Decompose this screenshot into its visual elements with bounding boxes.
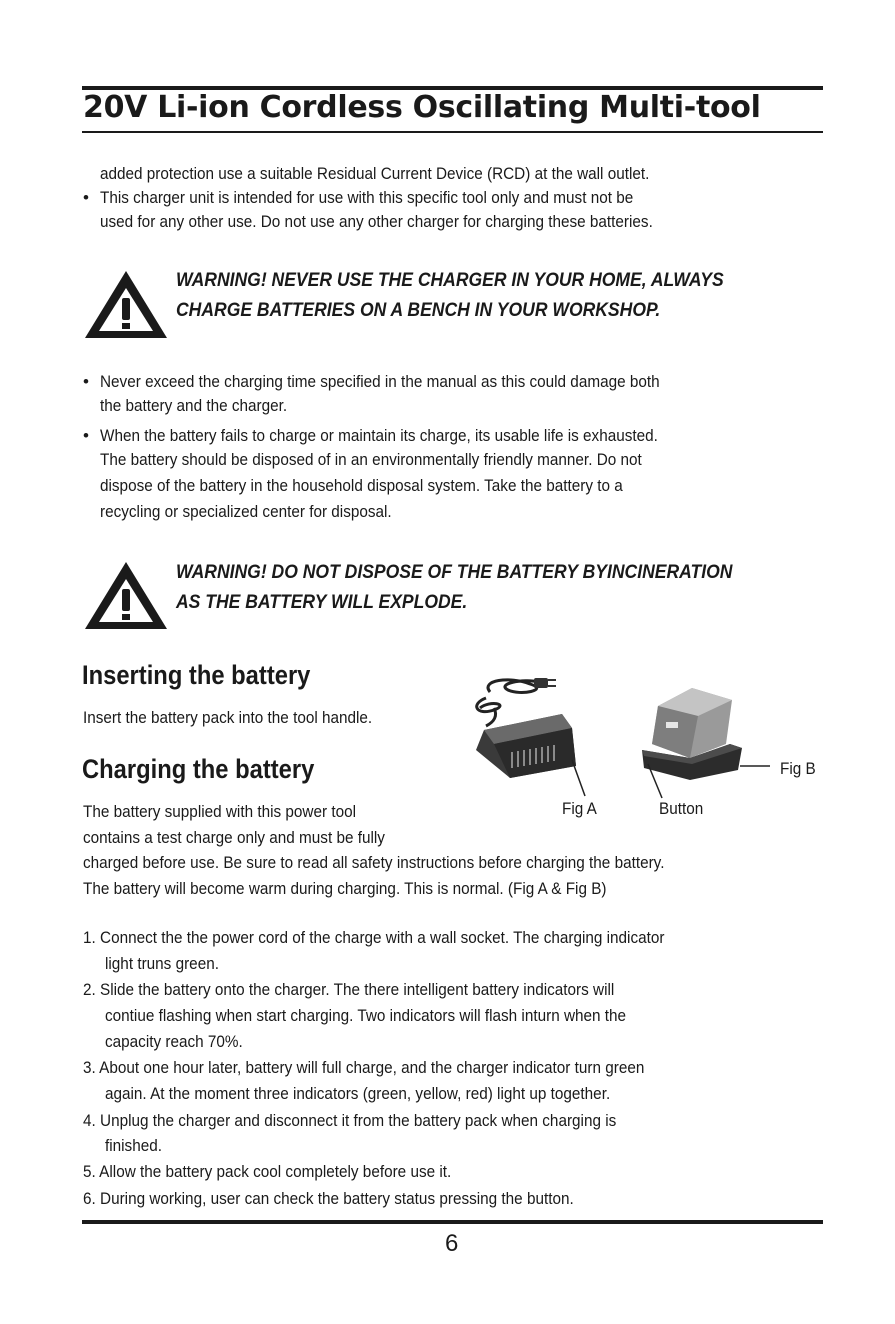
bullet-time-line-2: the battery and the charger. — [100, 396, 288, 415]
inserting-text: Insert the battery pack into the tool handle. — [83, 708, 373, 727]
button-label: Button — [659, 799, 704, 818]
bullet-dot: • — [83, 426, 89, 445]
bullet-dot: • — [83, 372, 89, 391]
section-heading-charging: Charging the battery — [82, 754, 315, 784]
fig-a-label: Fig A — [562, 799, 597, 818]
charging-line-2: contains a test charge only and must be fully — [83, 828, 385, 847]
step-number: 6. — [83, 1189, 96, 1208]
bullet-dispose-line-3: dispose of the battery in the household disposal system. Take the battery to a — [100, 476, 623, 495]
battery-on-charger-figure-b-image — [630, 670, 780, 800]
charging-line-3: charged before use. Be sure to read all safety instructions before charging the battery. — [83, 853, 665, 872]
step-4-line-2: finished. — [105, 1136, 162, 1155]
fig-b-label: Fig B — [780, 759, 816, 778]
step-number: 5. — [83, 1162, 96, 1181]
step-number: 4. — [83, 1111, 96, 1130]
step-number: 3. — [83, 1058, 96, 1077]
step-4-line-1 — [83, 1109, 616, 1133]
charging-line-4: The battery will become warm during charging. This is normal. (Fig A & Fig B) — [83, 879, 607, 898]
step-text: Connect the the power cord of the charge with a wall socket. The charging indicator — [100, 928, 665, 947]
step-2-line-1 — [83, 978, 614, 1002]
page-number: 6 — [445, 1230, 459, 1257]
step-6-line-1 — [83, 1187, 574, 1211]
step-number: 1. — [83, 928, 96, 947]
step-3-line-1 — [83, 1056, 644, 1080]
step-text: Unplug the charger and disconnect it from the battery pack when charging is — [100, 1111, 617, 1130]
step-1-line-1 — [83, 926, 664, 950]
warning-2-line-2: AS THE BATTERY WILL EXPLODE. — [176, 591, 468, 613]
bullet-dispose-line-1: When the battery fails to charge or maintain its charge, its usable life is exhausted. — [100, 426, 658, 445]
step-2-line-2: contiue flashing when start charging. Two indicators will flash inturn when the — [105, 1006, 627, 1025]
step-text: Allow the battery pack cool completely before use it. — [99, 1162, 452, 1181]
step-3-line-2: again. At the moment three indicators (green, yellow, red) light up together. — [105, 1084, 611, 1103]
footer-rule — [82, 1220, 823, 1224]
header-bottom-rule — [82, 131, 823, 133]
step-2-line-3: capacity reach 70%. — [105, 1032, 243, 1051]
step-5-line-1 — [83, 1160, 451, 1184]
step-text: About one hour later, battery will full charge, and the charger indicator turn green — [99, 1058, 645, 1077]
bullet-dispose-line-2: The battery should be disposed of in an environmentally friendly manner. Do not — [100, 450, 642, 469]
bullet-charger-line-2: used for any other use. Do not use any other charger for charging these batteries. — [100, 212, 653, 231]
step-1-line-2: light truns green. — [105, 954, 219, 973]
warning-triangle-icon — [80, 266, 172, 342]
charger-figure-a-image — [450, 670, 615, 800]
step-text: During working, user can check the battery status pressing the button. — [100, 1189, 574, 1208]
page-title: 20V Li-ion Cordless Oscillating Multi-tool — [83, 90, 761, 125]
section-heading-inserting: Inserting the battery — [82, 660, 311, 690]
bullet-dispose-line-4: recycling or specialized center for disposal. — [100, 502, 392, 521]
warning-1-line-2: CHARGE BATTERIES ON A BENCH IN YOUR WORKSHOP. — [176, 299, 661, 321]
charging-line-1: The battery supplied with this power tool — [83, 802, 356, 821]
step-number: 2. — [83, 980, 96, 999]
step-text: Slide the battery onto the charger. The there intelligent battery indicators will — [100, 980, 615, 999]
warning-triangle-icon — [80, 557, 172, 633]
bullet-dot: • — [83, 188, 89, 207]
warning-1-line-1: WARNING! NEVER USE THE CHARGER IN YOUR HOME, ALWAYS — [176, 269, 724, 291]
bullet-charger-line-1: This charger unit is intended for use with this specific tool only and must not be — [100, 188, 634, 207]
bullet-time-line-1: Never exceed the charging time specified in the manual as this could damage both — [100, 372, 660, 391]
warning-2-line-1: WARNING! DO NOT DISPOSE OF THE BATTERY BYINCINERATION — [176, 561, 733, 583]
intro-continued-line: added protection use a suitable Residual Current Device (RCD) at the wall outlet. — [100, 164, 650, 183]
